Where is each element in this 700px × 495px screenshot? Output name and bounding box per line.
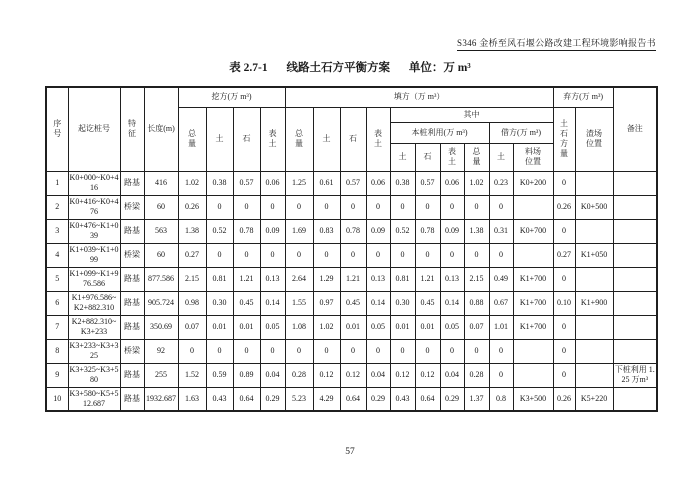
cell-seq: 9 bbox=[46, 363, 68, 387]
cell-value bbox=[513, 339, 553, 363]
header-onsite-soil: 土 bbox=[390, 143, 415, 171]
cell-value: 0 bbox=[313, 243, 340, 267]
document-header: S346 金桥至风石堰公路改建工程环境影响报告书 bbox=[457, 36, 656, 51]
cell-value: 0.06 bbox=[260, 171, 285, 195]
cell-value: 0 bbox=[390, 195, 415, 219]
cell-value: K0+500 bbox=[575, 195, 613, 219]
cell-stake: K0+416~K0+476 bbox=[68, 195, 120, 219]
cell-value: 0.09 bbox=[366, 219, 390, 243]
table-row bbox=[46, 315, 657, 339]
cell-value: 1.21 bbox=[233, 267, 260, 291]
cell-value: 0.01 bbox=[340, 315, 366, 339]
cell-value: 1.38 bbox=[464, 219, 489, 243]
cell-value: 0.83 bbox=[313, 219, 340, 243]
earthwork-balance-table bbox=[45, 86, 658, 412]
cell-value: 1.02 bbox=[178, 171, 206, 195]
cell-value: 0.12 bbox=[313, 363, 340, 387]
cell-value: 0.52 bbox=[390, 219, 415, 243]
table-row bbox=[46, 363, 657, 387]
table-number: 表 2.7-1 bbox=[229, 62, 268, 74]
cell-remark bbox=[613, 219, 657, 243]
cell-remark bbox=[613, 291, 657, 315]
table-row bbox=[46, 243, 657, 267]
cell-value: 0.04 bbox=[440, 363, 464, 387]
cell-value: 0.64 bbox=[233, 387, 260, 411]
cell-length: 255 bbox=[144, 363, 178, 387]
cell-value: 0.07 bbox=[464, 315, 489, 339]
cell-stake: K0+476~K1+039 bbox=[68, 219, 120, 243]
table-row bbox=[46, 291, 657, 315]
cell-value: 0.30 bbox=[390, 291, 415, 315]
cell-value: 0.88 bbox=[464, 291, 489, 315]
cell-value: 0.89 bbox=[233, 363, 260, 387]
header-excavation: 挖方(万 m³) bbox=[178, 87, 285, 107]
cell-value: 0.64 bbox=[415, 387, 440, 411]
cell-value: 0.26 bbox=[553, 387, 575, 411]
cell-value: 0 bbox=[340, 243, 366, 267]
cell-feature: 路基 bbox=[120, 387, 144, 411]
cell-value: 0 bbox=[233, 243, 260, 267]
header-seq: 序号 bbox=[46, 87, 68, 171]
cell-value: 0.43 bbox=[390, 387, 415, 411]
cell-value: 0.01 bbox=[233, 315, 260, 339]
cell-value: 0 bbox=[340, 339, 366, 363]
cell-value: 0 bbox=[553, 339, 575, 363]
cell-seq: 10 bbox=[46, 387, 68, 411]
cell-stake: K1+099~K1+976.586 bbox=[68, 267, 120, 291]
cell-feature: 路基 bbox=[120, 291, 144, 315]
cell-value: K1+900 bbox=[575, 291, 613, 315]
table-title bbox=[0, 59, 700, 75]
cell-value: 0.07 bbox=[178, 315, 206, 339]
header-borrow: 借方(万 m³) bbox=[489, 122, 553, 143]
cell-value: 0 bbox=[464, 339, 489, 363]
cell-value: 0.10 bbox=[553, 291, 575, 315]
header-length: 长度(m) bbox=[144, 87, 178, 171]
cell-value: 0.45 bbox=[415, 291, 440, 315]
table-name: 线路土石方平衡方案 bbox=[286, 62, 390, 74]
cell-value: 0.26 bbox=[178, 195, 206, 219]
cell-value: 1.02 bbox=[464, 171, 489, 195]
header-excavation-topsoil: 表土 bbox=[260, 107, 285, 171]
cell-value bbox=[575, 219, 613, 243]
cell-value: 0.81 bbox=[206, 267, 233, 291]
cell-value: 0.57 bbox=[233, 171, 260, 195]
header-waste: 弃方(万 m³) bbox=[553, 87, 613, 107]
cell-value: K1+700 bbox=[513, 267, 553, 291]
cell-remark bbox=[613, 267, 657, 291]
cell-value: K3+500 bbox=[513, 387, 553, 411]
cell-seq: 6 bbox=[46, 291, 68, 315]
cell-value bbox=[513, 195, 553, 219]
cell-value: 1.69 bbox=[285, 219, 313, 243]
header-fill-soil: 土 bbox=[313, 107, 340, 171]
cell-value: 0.28 bbox=[464, 363, 489, 387]
cell-value: 0.01 bbox=[390, 315, 415, 339]
header-spoil-site: 渣场位置 bbox=[575, 107, 613, 171]
header-fill-topsoil: 表土 bbox=[366, 107, 390, 171]
cell-value: 0.29 bbox=[260, 387, 285, 411]
cell-value: 0 bbox=[415, 339, 440, 363]
cell-value: 0.38 bbox=[206, 171, 233, 195]
cell-feature: 桥梁 bbox=[120, 195, 144, 219]
cell-seq: 8 bbox=[46, 339, 68, 363]
cell-value: 0.06 bbox=[366, 171, 390, 195]
cell-stake: K1+039~K1+099 bbox=[68, 243, 120, 267]
cell-value: 0 bbox=[464, 243, 489, 267]
cell-value: 0.09 bbox=[260, 219, 285, 243]
cell-length: 92 bbox=[144, 339, 178, 363]
header-excavation-soil: 土 bbox=[206, 107, 233, 171]
cell-value: 0.04 bbox=[260, 363, 285, 387]
cell-value: 0.28 bbox=[285, 363, 313, 387]
cell-value: 0.43 bbox=[206, 387, 233, 411]
header-earthwork-volume: 土石方量 bbox=[553, 107, 575, 171]
cell-value: 0.27 bbox=[178, 243, 206, 267]
cell-value: 0.04 bbox=[366, 363, 390, 387]
cell-stake: K0+000~K0+416 bbox=[68, 171, 120, 195]
cell-length: 563 bbox=[144, 219, 178, 243]
cell-value bbox=[575, 363, 613, 387]
header-remark: 备注 bbox=[613, 87, 657, 171]
header-stake: 起讫桩号 bbox=[68, 87, 120, 171]
cell-length: 1932.687 bbox=[144, 387, 178, 411]
cell-value: 0.26 bbox=[553, 195, 575, 219]
cell-value bbox=[575, 267, 613, 291]
cell-value: 0 bbox=[415, 243, 440, 267]
cell-value: 2.64 bbox=[285, 267, 313, 291]
header-onsite-use: 本桩利用(万 m³) bbox=[390, 122, 489, 143]
cell-feature: 桥梁 bbox=[120, 243, 144, 267]
cell-value: K1+700 bbox=[513, 315, 553, 339]
cell-value: 0.13 bbox=[260, 267, 285, 291]
cell-value: 0.61 bbox=[313, 171, 340, 195]
cell-length: 350.69 bbox=[144, 315, 178, 339]
cell-value: 0.98 bbox=[178, 291, 206, 315]
table-row bbox=[46, 219, 657, 243]
cell-value: 0.05 bbox=[440, 315, 464, 339]
cell-value: 0.45 bbox=[340, 291, 366, 315]
cell-value: 1.29 bbox=[313, 267, 340, 291]
cell-value: 0 bbox=[464, 195, 489, 219]
cell-value bbox=[575, 315, 613, 339]
header-onsite-total: 总量 bbox=[464, 143, 489, 171]
header-fill-total: 总量 bbox=[285, 107, 313, 171]
cell-value: 0.64 bbox=[340, 387, 366, 411]
cell-value: K0+700 bbox=[513, 219, 553, 243]
cell-value: 0.14 bbox=[366, 291, 390, 315]
cell-stake: K3+233~K3+325 bbox=[68, 339, 120, 363]
cell-value: 0 bbox=[313, 195, 340, 219]
cell-feature: 桥梁 bbox=[120, 339, 144, 363]
header-excavation-rock: 石 bbox=[233, 107, 260, 171]
cell-value: 0.05 bbox=[260, 315, 285, 339]
cell-value: 1.52 bbox=[178, 363, 206, 387]
cell-value: 1.21 bbox=[415, 267, 440, 291]
header-onsite-topsoil: 表土 bbox=[440, 143, 464, 171]
cell-feature: 路基 bbox=[120, 315, 144, 339]
cell-value: 1.21 bbox=[340, 267, 366, 291]
table-row bbox=[46, 339, 657, 363]
cell-value: 0 bbox=[206, 339, 233, 363]
cell-value: 0 bbox=[440, 243, 464, 267]
cell-value: 0.97 bbox=[313, 291, 340, 315]
cell-value: 0.31 bbox=[489, 219, 513, 243]
cell-value: 0.52 bbox=[206, 219, 233, 243]
cell-value: 0.14 bbox=[440, 291, 464, 315]
cell-value bbox=[513, 243, 553, 267]
cell-value: 0 bbox=[553, 267, 575, 291]
table-body bbox=[46, 171, 657, 411]
cell-value: K1+050 bbox=[575, 243, 613, 267]
cell-length: 416 bbox=[144, 171, 178, 195]
cell-seq: 1 bbox=[46, 171, 68, 195]
cell-feature: 路基 bbox=[120, 267, 144, 291]
cell-value: 1.02 bbox=[313, 315, 340, 339]
cell-value: 1.37 bbox=[464, 387, 489, 411]
cell-value: 0 bbox=[366, 243, 390, 267]
cell-value: 0 bbox=[366, 339, 390, 363]
header-fill-rock: 石 bbox=[340, 107, 366, 171]
cell-length: 60 bbox=[144, 195, 178, 219]
cell-value: 0.8 bbox=[489, 387, 513, 411]
cell-value: 0.12 bbox=[390, 363, 415, 387]
cell-value: 0.29 bbox=[366, 387, 390, 411]
cell-feature: 路基 bbox=[120, 219, 144, 243]
cell-value: 0 bbox=[285, 195, 313, 219]
cell-remark bbox=[613, 315, 657, 339]
cell-value: 1.08 bbox=[285, 315, 313, 339]
cell-value: 0.49 bbox=[489, 267, 513, 291]
cell-value: 0.09 bbox=[440, 219, 464, 243]
cell-value: 1.25 bbox=[285, 171, 313, 195]
header-borrow-soil: 土 bbox=[489, 143, 513, 171]
cell-value: 0.27 bbox=[553, 243, 575, 267]
table-unit: 单位：万 m³ bbox=[408, 62, 471, 74]
cell-value: 0 bbox=[206, 243, 233, 267]
cell-value: 0.45 bbox=[233, 291, 260, 315]
cell-value: 0.59 bbox=[206, 363, 233, 387]
cell-value bbox=[513, 363, 553, 387]
table-row bbox=[46, 387, 657, 411]
cell-value: 0 bbox=[178, 339, 206, 363]
cell-value: 0.30 bbox=[206, 291, 233, 315]
cell-value: 0.06 bbox=[440, 171, 464, 195]
cell-value: 0.57 bbox=[415, 171, 440, 195]
cell-value: 0 bbox=[553, 315, 575, 339]
header-onsite-rock: 石 bbox=[415, 143, 440, 171]
cell-value: 0.23 bbox=[489, 171, 513, 195]
cell-value bbox=[575, 339, 613, 363]
cell-remark bbox=[613, 243, 657, 267]
cell-stake: K3+325~K3+580 bbox=[68, 363, 120, 387]
cell-seq: 2 bbox=[46, 195, 68, 219]
header-among: 其中 bbox=[390, 107, 553, 122]
table-row bbox=[46, 195, 657, 219]
cell-value: 0 bbox=[489, 243, 513, 267]
cell-value: 0 bbox=[260, 243, 285, 267]
cell-seq: 3 bbox=[46, 219, 68, 243]
header-fill: 填方（万 m³） bbox=[285, 87, 553, 107]
cell-value: 2.15 bbox=[178, 267, 206, 291]
cell-stake: K1+976.586~K2+882.310 bbox=[68, 291, 120, 315]
cell-value: K1+700 bbox=[513, 291, 553, 315]
cell-value: 0.13 bbox=[440, 267, 464, 291]
cell-value: 0.81 bbox=[390, 267, 415, 291]
cell-value: 0.29 bbox=[440, 387, 464, 411]
cell-seq: 7 bbox=[46, 315, 68, 339]
cell-remark bbox=[613, 387, 657, 411]
cell-value: 0.57 bbox=[340, 171, 366, 195]
cell-value: 0 bbox=[489, 363, 513, 387]
cell-value: 0.01 bbox=[415, 315, 440, 339]
page-number: 57 bbox=[345, 447, 355, 457]
cell-feature: 路基 bbox=[120, 363, 144, 387]
cell-value bbox=[575, 171, 613, 195]
cell-feature: 路基 bbox=[120, 171, 144, 195]
cell-value: 0 bbox=[390, 339, 415, 363]
cell-value: 5.23 bbox=[285, 387, 313, 411]
cell-value: 0 bbox=[390, 243, 415, 267]
cell-stake: K2+882.310~K3+233 bbox=[68, 315, 120, 339]
cell-value: 0.78 bbox=[415, 219, 440, 243]
cell-value: 0.78 bbox=[233, 219, 260, 243]
cell-value: 0.67 bbox=[489, 291, 513, 315]
cell-remark bbox=[613, 171, 657, 195]
header-feature: 特征 bbox=[120, 87, 144, 171]
cell-value: 0.14 bbox=[260, 291, 285, 315]
cell-length: 60 bbox=[144, 243, 178, 267]
cell-value: K5+220 bbox=[575, 387, 613, 411]
cell-remark: 下桩利用 1.25 万m³ bbox=[613, 363, 657, 387]
cell-value: 4.29 bbox=[313, 387, 340, 411]
cell-value: 0.38 bbox=[390, 171, 415, 195]
cell-remark bbox=[613, 339, 657, 363]
cell-remark bbox=[613, 195, 657, 219]
cell-value: K0+200 bbox=[513, 171, 553, 195]
cell-value: 0 bbox=[440, 195, 464, 219]
cell-value: 0 bbox=[553, 219, 575, 243]
cell-length: 905.724 bbox=[144, 291, 178, 315]
cell-value: 0 bbox=[233, 195, 260, 219]
header-material-site: 料场位置 bbox=[513, 143, 553, 171]
cell-value: 0 bbox=[233, 339, 260, 363]
cell-value: 0 bbox=[313, 339, 340, 363]
cell-value: 0.12 bbox=[415, 363, 440, 387]
cell-value: 0 bbox=[285, 339, 313, 363]
cell-value: 0 bbox=[260, 339, 285, 363]
cell-value: 0.01 bbox=[206, 315, 233, 339]
cell-seq: 4 bbox=[46, 243, 68, 267]
cell-value: 0 bbox=[285, 243, 313, 267]
table-row bbox=[46, 171, 657, 195]
cell-value: 1.38 bbox=[178, 219, 206, 243]
cell-value: 0 bbox=[206, 195, 233, 219]
cell-stake: K3+580~K5+512.687 bbox=[68, 387, 120, 411]
cell-value: 0 bbox=[489, 339, 513, 363]
cell-value: 0 bbox=[440, 339, 464, 363]
cell-length: 877.586 bbox=[144, 267, 178, 291]
cell-value: 0.78 bbox=[340, 219, 366, 243]
header-excavation-total: 总量 bbox=[178, 107, 206, 171]
cell-seq: 5 bbox=[46, 267, 68, 291]
cell-value: 0.05 bbox=[366, 315, 390, 339]
cell-value: 0 bbox=[366, 195, 390, 219]
cell-value: 0 bbox=[553, 171, 575, 195]
cell-value: 0.13 bbox=[366, 267, 390, 291]
cell-value: 1.01 bbox=[489, 315, 513, 339]
cell-value: 0 bbox=[489, 195, 513, 219]
cell-value: 0 bbox=[415, 195, 440, 219]
cell-value: 1.55 bbox=[285, 291, 313, 315]
cell-value: 0 bbox=[340, 195, 366, 219]
cell-value: 0 bbox=[553, 363, 575, 387]
cell-value: 0 bbox=[260, 195, 285, 219]
table-row bbox=[46, 267, 657, 291]
cell-value: 0.12 bbox=[340, 363, 366, 387]
cell-value: 2.15 bbox=[464, 267, 489, 291]
cell-value: 1.63 bbox=[178, 387, 206, 411]
